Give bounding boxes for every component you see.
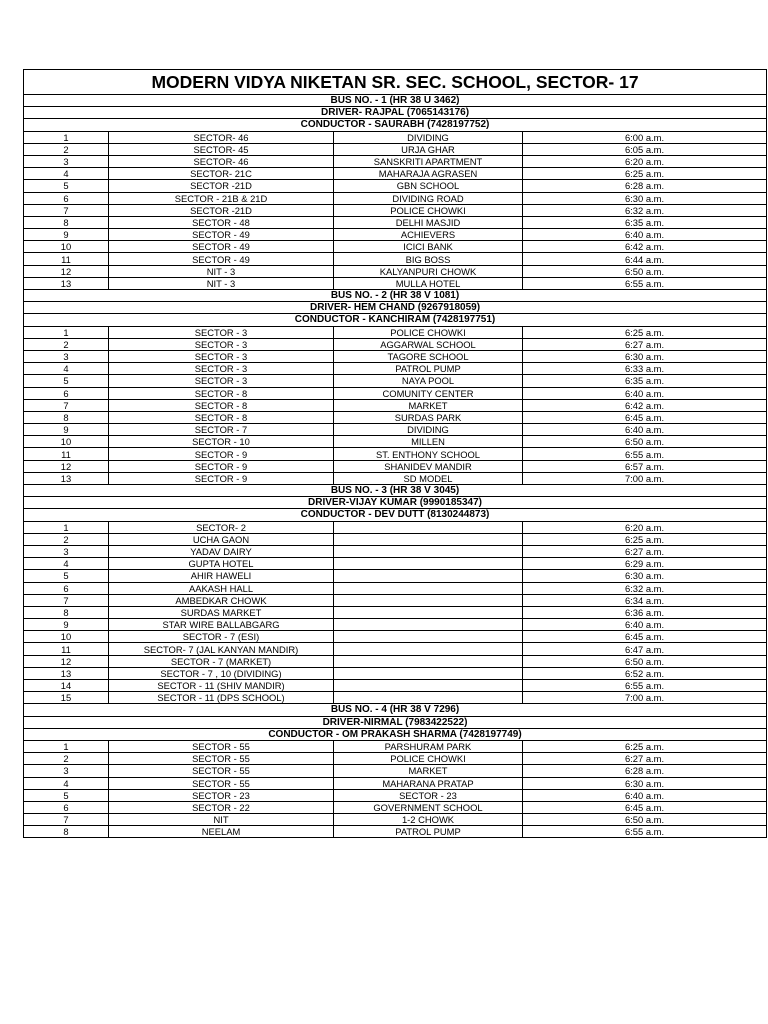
stop-number: 2	[24, 143, 109, 155]
stop-time: 6:40 a.m.	[523, 387, 767, 399]
stop-number: 9	[24, 424, 109, 436]
stop-location	[334, 631, 523, 643]
stop-location	[334, 570, 523, 582]
stop-location: SECTOR - 23	[334, 789, 523, 801]
stop-time: 6:27 a.m.	[523, 753, 767, 765]
conductor-header: CONDUCTOR - DEV DUTT (8130244873)	[24, 509, 767, 521]
stop-time: 6:42 a.m.	[523, 241, 767, 253]
stop-number: 10	[24, 631, 109, 643]
stop-location: KALYANPURI CHOWK	[334, 265, 523, 277]
stop-time: 6:25 a.m.	[523, 740, 767, 752]
stop-time: 6:30 a.m.	[523, 570, 767, 582]
stop-location: MILLEN	[334, 436, 523, 448]
stop-sector: SECTOR - 3	[109, 350, 334, 362]
stop-number: 1	[24, 521, 109, 533]
stop-sector: SECTOR -21D	[109, 204, 334, 216]
stop-number: 14	[24, 680, 109, 692]
stop-row	[24, 765, 767, 777]
stop-time: 6:55 a.m.	[523, 680, 767, 692]
stop-location	[334, 619, 523, 631]
stop-location: POLICE CHOWKI	[334, 204, 523, 216]
stop-time: 6:28 a.m.	[523, 180, 767, 192]
stop-sector: SECTOR- 46	[109, 131, 334, 143]
stop-row	[24, 594, 767, 606]
stop-row	[24, 753, 767, 765]
stop-number: 12	[24, 265, 109, 277]
stop-location: DIVIDING	[334, 424, 523, 436]
stop-row	[24, 350, 767, 362]
stop-location: GOVERNMENT SCHOOL	[334, 801, 523, 813]
stop-sector: SECTOR - 9	[109, 472, 334, 484]
stop-time: 6:27 a.m.	[523, 545, 767, 557]
stop-time: 6:20 a.m.	[523, 155, 767, 167]
stop-location: 1-2 CHOWK	[334, 814, 523, 826]
stop-sector: SECTOR - 8	[109, 399, 334, 411]
stop-location	[334, 692, 523, 704]
stop-number: 7	[24, 204, 109, 216]
stop-row	[24, 241, 767, 253]
stop-time: 6:55 a.m.	[523, 277, 767, 289]
stop-time: 6:35 a.m.	[523, 216, 767, 228]
stop-row	[24, 363, 767, 375]
stop-row	[24, 631, 767, 643]
stop-sector: SECTOR - 49	[109, 253, 334, 265]
driver-header: DRIVER-NIRMAL (7983422522)	[24, 716, 767, 728]
stop-location: BIG BOSS	[334, 253, 523, 265]
stop-location: MULLA HOTEL	[334, 277, 523, 289]
stop-number: 10	[24, 241, 109, 253]
stop-sector: SECTOR - 11 (DPS SCHOOL)	[109, 692, 334, 704]
stop-row	[24, 131, 767, 143]
stop-number: 6	[24, 192, 109, 204]
stop-location: MAHARAJA AGRASEN	[334, 168, 523, 180]
stop-row	[24, 168, 767, 180]
stop-location	[334, 521, 523, 533]
stop-row	[24, 570, 767, 582]
driver-header: DRIVER-VIJAY KUMAR (9990185347)	[24, 497, 767, 509]
driver-header-row	[24, 497, 767, 509]
stop-location: DIVIDING	[334, 131, 523, 143]
stop-sector: STAR WIRE BALLABGARG	[109, 619, 334, 631]
stop-row	[24, 545, 767, 557]
stop-row	[24, 606, 767, 618]
stop-location: POLICE CHOWKI	[334, 753, 523, 765]
stop-location: COMUNITY CENTER	[334, 387, 523, 399]
driver-header-row	[24, 302, 767, 314]
stop-number: 8	[24, 411, 109, 423]
stop-number: 4	[24, 558, 109, 570]
stop-sector: SECTOR -21D	[109, 180, 334, 192]
conductor-header-row	[24, 314, 767, 326]
bus-schedule-table	[23, 69, 767, 838]
stop-sector: NIT - 3	[109, 277, 334, 289]
stop-sector: SECTOR - 11 (SHIV MANDIR)	[109, 680, 334, 692]
stop-sector: SECTOR - 55	[109, 753, 334, 765]
stop-location: POLICE CHOWKI	[334, 326, 523, 338]
stop-number: 12	[24, 655, 109, 667]
bus-number-header: BUS NO. - 3 (HR 38 V 3045)	[24, 485, 767, 497]
stop-time: 6:35 a.m.	[523, 375, 767, 387]
stop-sector: SECTOR - 3	[109, 326, 334, 338]
stop-sector: SECTOR - 55	[109, 740, 334, 752]
stop-time: 6:40 a.m.	[523, 619, 767, 631]
stop-location: PARSHURAM PARK	[334, 740, 523, 752]
bus-number-header-row	[24, 704, 767, 716]
stop-time: 6:45 a.m.	[523, 411, 767, 423]
stop-number: 10	[24, 436, 109, 448]
stop-location: AGGARWAL SCHOOL	[334, 338, 523, 350]
bus-number-header-row	[24, 290, 767, 302]
stop-row	[24, 814, 767, 826]
stop-location	[334, 545, 523, 557]
stop-sector: SURDAS MARKET	[109, 606, 334, 618]
stop-number: 4	[24, 777, 109, 789]
stop-row	[24, 448, 767, 460]
conductor-header-row	[24, 509, 767, 521]
stop-location	[334, 655, 523, 667]
driver-header: DRIVER- RAJPAL (7065143176)	[24, 107, 767, 119]
stop-number: 7	[24, 399, 109, 411]
stop-sector: SECTOR - 3	[109, 338, 334, 350]
stop-number: 6	[24, 387, 109, 399]
stop-location: SHANIDEV MANDIR	[334, 460, 523, 472]
stop-sector: SECTOR - 9	[109, 448, 334, 460]
stop-location: NAYA POOL	[334, 375, 523, 387]
stop-time: 6:42 a.m.	[523, 399, 767, 411]
stop-row	[24, 472, 767, 484]
stop-row	[24, 143, 767, 155]
stop-sector: SECTOR - 22	[109, 801, 334, 813]
stop-location: ACHIEVERS	[334, 229, 523, 241]
stop-time: 6:25 a.m.	[523, 168, 767, 180]
stop-row	[24, 411, 767, 423]
conductor-header: CONDUCTOR - KANCHIRAM (7428197751)	[24, 314, 767, 326]
stop-number: 5	[24, 180, 109, 192]
driver-header-row	[24, 716, 767, 728]
stop-number: 13	[24, 277, 109, 289]
stop-time: 6:25 a.m.	[523, 326, 767, 338]
stop-row	[24, 667, 767, 679]
stop-row	[24, 460, 767, 472]
stop-sector: SECTOR- 45	[109, 143, 334, 155]
stop-sector: AAKASH HALL	[109, 582, 334, 594]
stop-time: 6:30 a.m.	[523, 192, 767, 204]
stop-time: 6:40 a.m.	[523, 424, 767, 436]
conductor-header: CONDUCTOR - SAURABH (7428197752)	[24, 119, 767, 131]
stop-row	[24, 558, 767, 570]
stop-location: TAGORE SCHOOL	[334, 350, 523, 362]
stop-sector: SECTOR- 2	[109, 521, 334, 533]
stop-time: 6:27 a.m.	[523, 338, 767, 350]
stop-number: 2	[24, 533, 109, 545]
stop-sector: SECTOR- 46	[109, 155, 334, 167]
stop-sector: SECTOR - 8	[109, 387, 334, 399]
stop-row	[24, 387, 767, 399]
stop-row	[24, 204, 767, 216]
stop-number: 6	[24, 801, 109, 813]
conductor-header-row	[24, 728, 767, 740]
stop-sector: SECTOR - 49	[109, 241, 334, 253]
stop-sector: YADAV DAIRY	[109, 545, 334, 557]
stop-number: 3	[24, 350, 109, 362]
stop-number: 5	[24, 570, 109, 582]
stop-row	[24, 216, 767, 228]
stop-number: 11	[24, 448, 109, 460]
stop-location	[334, 594, 523, 606]
stop-row	[24, 643, 767, 655]
stop-sector: SECTOR - 7 (MARKET)	[109, 655, 334, 667]
stop-number: 8	[24, 216, 109, 228]
stop-location: GBN SCHOOL	[334, 180, 523, 192]
stop-location	[334, 643, 523, 655]
stop-time: 6:00 a.m.	[523, 131, 767, 143]
stop-time: 6:28 a.m.	[523, 765, 767, 777]
stop-number: 2	[24, 753, 109, 765]
stop-time: 6:30 a.m.	[523, 350, 767, 362]
stop-row	[24, 655, 767, 667]
stop-row	[24, 399, 767, 411]
stop-time: 6:25 a.m.	[523, 533, 767, 545]
stop-row	[24, 375, 767, 387]
stop-time: 6:29 a.m.	[523, 558, 767, 570]
stop-time: 7:00 a.m.	[523, 692, 767, 704]
stop-location: MARKET	[334, 399, 523, 411]
stop-sector: SECTOR - 55	[109, 765, 334, 777]
stop-sector: NIT	[109, 814, 334, 826]
stop-time: 6:40 a.m.	[523, 789, 767, 801]
stop-location	[334, 667, 523, 679]
stop-row	[24, 277, 767, 289]
stop-location	[334, 533, 523, 545]
stop-number: 13	[24, 472, 109, 484]
stop-row	[24, 692, 767, 704]
stop-time: 6:32 a.m.	[523, 582, 767, 594]
stop-row	[24, 253, 767, 265]
stop-time: 6:33 a.m.	[523, 363, 767, 375]
stop-row	[24, 619, 767, 631]
bus-number-header: BUS NO. - 1 (HR 38 U 3462)	[24, 95, 767, 107]
stop-row	[24, 789, 767, 801]
stop-time: 6:36 a.m.	[523, 606, 767, 618]
stop-row	[24, 740, 767, 752]
schedule-sheet	[23, 69, 766, 838]
stop-time: 6:55 a.m.	[523, 448, 767, 460]
stop-time: 6:50 a.m.	[523, 814, 767, 826]
stop-sector: SECTOR- 21C	[109, 168, 334, 180]
title-row	[24, 70, 767, 95]
stop-row	[24, 326, 767, 338]
stop-time: 6:44 a.m.	[523, 253, 767, 265]
stop-row	[24, 424, 767, 436]
stop-sector: AMBEDKAR CHOWK	[109, 594, 334, 606]
stop-time: 6:34 a.m.	[523, 594, 767, 606]
conductor-header-row	[24, 119, 767, 131]
stop-sector: SECTOR - 3	[109, 375, 334, 387]
stop-sector: SECTOR - 48	[109, 216, 334, 228]
stop-row	[24, 192, 767, 204]
stop-location: DELHI MASJID	[334, 216, 523, 228]
stop-number: 9	[24, 229, 109, 241]
stop-time: 6:57 a.m.	[523, 460, 767, 472]
page-title: MODERN VIDYA NIKETAN SR. SEC. SCHOOL, SECTOR- 17	[24, 70, 767, 95]
stop-row	[24, 338, 767, 350]
stop-location: MARKET	[334, 765, 523, 777]
stop-number: 5	[24, 375, 109, 387]
stop-location: ST. ENTHONY SCHOOL	[334, 448, 523, 460]
stop-sector: SECTOR - 10	[109, 436, 334, 448]
schedule-body	[24, 70, 767, 838]
stop-number: 8	[24, 606, 109, 618]
stop-sector: SECTOR- 7 (JAL KANYAN MANDIR)	[109, 643, 334, 655]
stop-time: 6:50 a.m.	[523, 436, 767, 448]
stop-sector: SECTOR - 9	[109, 460, 334, 472]
stop-number: 13	[24, 667, 109, 679]
bus-number-header: BUS NO. - 2 (HR 38 V 1081)	[24, 290, 767, 302]
stop-location: PATROL PUMP	[334, 363, 523, 375]
stop-number: 5	[24, 789, 109, 801]
stop-number: 11	[24, 253, 109, 265]
stop-time: 6:52 a.m.	[523, 667, 767, 679]
stop-location: ICICI BANK	[334, 241, 523, 253]
stop-number: 8	[24, 826, 109, 838]
stop-row	[24, 533, 767, 545]
stop-time: 6:20 a.m.	[523, 521, 767, 533]
stop-row	[24, 180, 767, 192]
stop-time: 6:05 a.m.	[523, 143, 767, 155]
stop-sector: GUPTA HOTEL	[109, 558, 334, 570]
stop-sector: UCHA GAON	[109, 533, 334, 545]
stop-sector: SECTOR - 55	[109, 777, 334, 789]
stop-location: SANSKRITI APARTMENT	[334, 155, 523, 167]
stop-row	[24, 582, 767, 594]
driver-header: DRIVER- HEM CHAND (9267918059)	[24, 302, 767, 314]
stop-sector: NIT - 3	[109, 265, 334, 277]
stop-time: 6:47 a.m.	[523, 643, 767, 655]
stop-sector: SECTOR - 3	[109, 363, 334, 375]
stop-sector: SECTOR - 7	[109, 424, 334, 436]
stop-row	[24, 777, 767, 789]
stop-sector: SECTOR - 7 (ESI)	[109, 631, 334, 643]
stop-number: 1	[24, 740, 109, 752]
stop-sector: SECTOR - 7 , 10 (DIVIDING)	[109, 667, 334, 679]
stop-time: 6:55 a.m.	[523, 826, 767, 838]
stop-location	[334, 558, 523, 570]
bus-number-header-row	[24, 95, 767, 107]
bus-number-header-row	[24, 485, 767, 497]
stop-number: 3	[24, 155, 109, 167]
stop-number: 15	[24, 692, 109, 704]
stop-row	[24, 826, 767, 838]
stop-location	[334, 606, 523, 618]
stop-row	[24, 265, 767, 277]
stop-time: 6:45 a.m.	[523, 801, 767, 813]
stop-location: MAHARANA PRATAP	[334, 777, 523, 789]
driver-header-row	[24, 107, 767, 119]
stop-row	[24, 521, 767, 533]
stop-row	[24, 229, 767, 241]
bus-number-header: BUS NO. - 4 (HR 38 V 7296)	[24, 704, 767, 716]
stop-location	[334, 680, 523, 692]
stop-time: 7:00 a.m.	[523, 472, 767, 484]
stop-number: 3	[24, 765, 109, 777]
stop-number: 7	[24, 594, 109, 606]
stop-row	[24, 680, 767, 692]
stop-number: 9	[24, 619, 109, 631]
stop-number: 12	[24, 460, 109, 472]
stop-location: SD MODEL	[334, 472, 523, 484]
stop-number: 3	[24, 545, 109, 557]
stop-row	[24, 436, 767, 448]
stop-time: 6:32 a.m.	[523, 204, 767, 216]
stop-location: URJA GHAR	[334, 143, 523, 155]
stop-sector: SECTOR - 23	[109, 789, 334, 801]
stop-sector: SECTOR - 21B & 21D	[109, 192, 334, 204]
stop-time: 6:50 a.m.	[523, 655, 767, 667]
stop-number: 1	[24, 131, 109, 143]
stop-location: PATROL PUMP	[334, 826, 523, 838]
stop-location	[334, 582, 523, 594]
stop-location: SURDAS PARK	[334, 411, 523, 423]
stop-sector: AHIR HAWELI	[109, 570, 334, 582]
stop-number: 7	[24, 814, 109, 826]
stop-number: 11	[24, 643, 109, 655]
stop-number: 6	[24, 582, 109, 594]
stop-number: 4	[24, 363, 109, 375]
stop-sector: SECTOR - 49	[109, 229, 334, 241]
stop-number: 2	[24, 338, 109, 350]
stop-time: 6:50 a.m.	[523, 265, 767, 277]
stop-sector: NEELAM	[109, 826, 334, 838]
stop-time: 6:30 a.m.	[523, 777, 767, 789]
stop-time: 6:45 a.m.	[523, 631, 767, 643]
stop-row	[24, 155, 767, 167]
stop-location: DIVIDING ROAD	[334, 192, 523, 204]
stop-number: 1	[24, 326, 109, 338]
stop-number: 4	[24, 168, 109, 180]
stop-time: 6:40 a.m.	[523, 229, 767, 241]
conductor-header: CONDUCTOR - OM PRAKASH SHARMA (7428197749)	[24, 728, 767, 740]
stop-sector: SECTOR - 8	[109, 411, 334, 423]
stop-row	[24, 801, 767, 813]
